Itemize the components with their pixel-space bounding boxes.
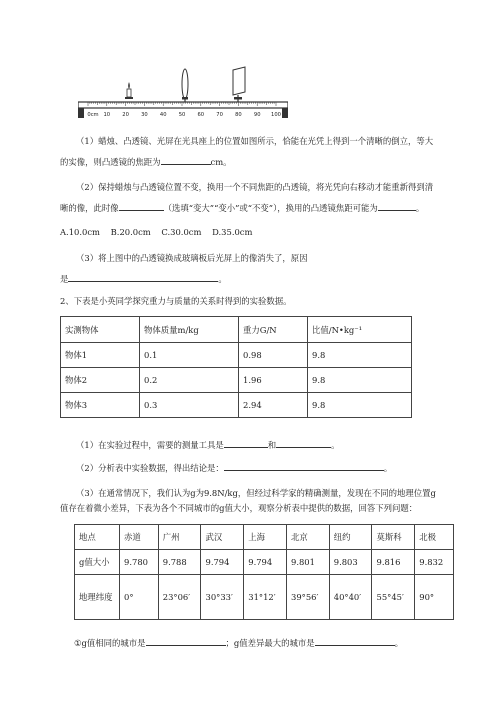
latitude-row — [75, 575, 454, 620]
place-cell: 广州 — [158, 525, 201, 550]
table-cell: 0.98 — [239, 343, 308, 368]
table-cell: 物体1 — [61, 343, 140, 368]
place-cell: 武汉 — [201, 525, 244, 550]
q2-intro: 2、下表是小英同学探究重力与质量的关系时得到的实验数据。 — [60, 296, 292, 306]
place-cell: 北京 — [286, 525, 329, 550]
q2-final-text-b: ；g值差异最大的城市是 — [225, 638, 315, 648]
latitude-cell: 39°56′ — [286, 575, 329, 620]
table-cell: 9.8 — [308, 368, 412, 393]
latitude-cell: 30°33′ — [201, 575, 244, 620]
place-cell: 莫斯科 — [372, 525, 415, 550]
place-cell: 赤道 — [120, 525, 159, 550]
q1-options: A.10.0cm B.20.0cm C.30.0cm D.35.0cm — [60, 227, 253, 237]
q2-part1-text-c: 。 — [331, 440, 340, 450]
table-cell: 9.8 — [308, 343, 412, 368]
q2-part2-text: （2）分析表中实验数据，得出结论是： — [76, 463, 224, 473]
table-row — [61, 393, 412, 418]
q1-part2-text-a: 晰的像，此时像 — [60, 203, 119, 213]
table-header-cell: 重力G/N — [239, 317, 308, 343]
q1-part2-text-b: （选填“变大”“变小”或“不变”），换用的凸透镜焦距可能为 — [163, 203, 378, 213]
scale-label: 70 — [216, 112, 223, 118]
optical-bench-figure — [78, 62, 288, 120]
places-row — [75, 525, 454, 550]
g-value-cell: 9.780 — [120, 550, 159, 575]
table-cell: 0.1 — [140, 343, 239, 368]
table-cell: 2.94 — [239, 393, 308, 418]
q1-part1-unit: cm。 — [210, 157, 232, 167]
q2-part2 — [76, 461, 392, 474]
table-cell: 0.3 — [140, 393, 239, 418]
mass-weight-table — [60, 316, 412, 418]
place-cell: 北极 — [415, 525, 454, 550]
scale-label: 80 — [235, 112, 242, 118]
conclusion-blank[interactable] — [224, 461, 384, 471]
g-value-cell: 9.801 — [286, 550, 329, 575]
row-header-cell: g值大小 — [75, 550, 120, 575]
latitude-cell: 55°45′ — [372, 575, 415, 620]
q2-final-text-c: 。 — [394, 638, 403, 648]
latitude-cell: 23°06′ — [158, 575, 201, 620]
place-cell: 纽约 — [329, 525, 372, 550]
table-row — [61, 343, 412, 368]
place-cell: 上海 — [244, 525, 287, 550]
table-cell: 9.8 — [308, 393, 412, 418]
latitude-cell: 0° — [120, 575, 159, 620]
focal-choice-blank[interactable] — [378, 201, 416, 211]
q1-part2-text-c: 。 — [415, 203, 425, 213]
reason-blank[interactable] — [68, 272, 218, 282]
scale-label: 90 — [253, 112, 261, 118]
scale-label: 40 — [159, 112, 167, 118]
q2-part3-line1: （3）在通常情况下，我们认为g为9.8N/kg，但经过科学家的精确测量，发现在不同的地理位置g — [76, 488, 436, 498]
q1-part3-end: 。 — [218, 274, 227, 284]
scale-label: 100 — [271, 112, 281, 118]
table-header-cell: 实测物体 — [61, 317, 140, 343]
g-values-row — [75, 550, 454, 575]
table-cell: 0.2 — [140, 368, 239, 393]
q2-final-text-a: ①g值相同的城市是 — [74, 638, 146, 648]
q2-final-question — [74, 636, 403, 649]
q1-part1-line2 — [60, 155, 232, 168]
q1-part2-line2 — [60, 201, 424, 214]
g-value-cell: 9.794 — [201, 550, 244, 575]
table-header-cell: 物体质量m/kg — [140, 317, 239, 343]
scale-label: 0cm — [87, 112, 99, 118]
q1-part1-line1: （1）蜡烛、凸透镜、光屏在光具座上的位置如图所示，恰能在光凭上得到一个清晰的倒立，等大 — [76, 136, 434, 146]
g-value-cell: 9.803 — [329, 550, 372, 575]
q1-part3-line1: （3）将上图中的凸透镜换成玻璃板后光屏上的像消失了，原因 — [76, 253, 308, 263]
q2-part1-text-b: 和 — [267, 440, 277, 450]
scale-label: 60 — [197, 112, 205, 118]
row-header-cell: 地点 — [75, 525, 120, 550]
g-value-cell: 9.788 — [158, 550, 201, 575]
q1-part3-line2 — [60, 272, 227, 285]
table-cell: 物体2 — [61, 368, 140, 393]
convex-lens-icon — [182, 69, 188, 102]
max-diff-cities-blank[interactable] — [315, 636, 395, 646]
table-header-row — [61, 317, 412, 343]
candle-icon — [125, 82, 133, 99]
g-value-cell: 9.794 — [244, 550, 287, 575]
g-value-cell: 9.816 — [372, 550, 415, 575]
table-row — [61, 368, 412, 393]
latitude-cell: 90° — [415, 575, 454, 620]
optical-bench-drawing — [78, 62, 288, 120]
latitude-cell: 40°40′ — [329, 575, 372, 620]
light-screen-icon — [233, 67, 245, 102]
q2-part1 — [76, 438, 339, 451]
tool-blank-1[interactable] — [224, 438, 268, 448]
same-g-cities-blank[interactable] — [146, 636, 226, 646]
row-header-cell: 地理纬度 — [75, 575, 120, 620]
table-header-cell: 比值/N•kg⁻¹ — [308, 317, 412, 343]
gravity-cities-table — [74, 524, 454, 620]
table-cell: 物体3 — [61, 393, 140, 418]
scale-label: 50 — [178, 112, 186, 118]
q1-part3-text: 是 — [60, 274, 69, 284]
scale-label: 10 — [103, 112, 111, 118]
scale-label: 30 — [141, 112, 148, 118]
table-cell: 1.96 — [239, 368, 308, 393]
scale-label: 20 — [122, 112, 129, 118]
tool-blank-2[interactable] — [276, 438, 331, 448]
q1-part1-text: 的实像，则凸透镜的焦距为 — [60, 157, 161, 167]
q2-part3-line2: 值存在着微小差异，下表为各个不同城市的g值大小，观察分析表中提供的数据，回答下列问题： — [60, 503, 418, 513]
q2-part1-text-a: （1）在实验过程中，需要的测量工具是 — [76, 440, 224, 450]
scale-labels — [87, 112, 281, 118]
latitude-cell: 31°12′ — [244, 575, 287, 620]
focal-length-blank[interactable] — [161, 155, 211, 165]
g-value-cell: 9.832 — [415, 550, 454, 575]
q1-part2-line1: （2）保持蜡烛与凸透镜位置不变，换用一个不同焦距的凸透镜，将光凭向右移动才能重新得到清 — [76, 182, 434, 192]
image-size-blank[interactable] — [119, 201, 164, 211]
q2-part2-end: 。 — [383, 463, 393, 473]
